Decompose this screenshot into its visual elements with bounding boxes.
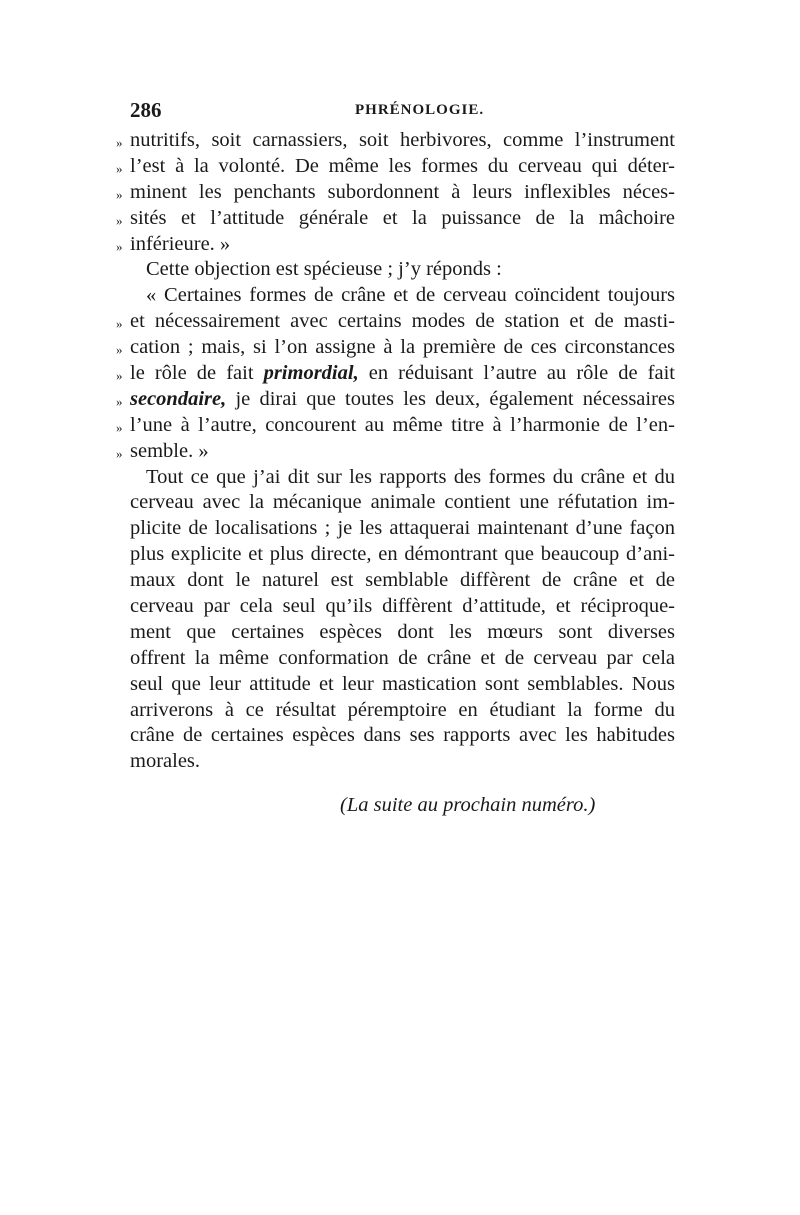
quote-mark: » xyxy=(116,135,123,150)
page-number: 286 xyxy=(130,98,162,122)
text-line: » secondaire, je dirai que toutes les deux, également nécessaires xyxy=(130,387,675,413)
text-line: seul que leur attitude et leur mastication sont semblables. Nous xyxy=(130,672,675,695)
quote-mark: » xyxy=(116,419,123,435)
running-head xyxy=(130,98,670,126)
text-line: plus explicite et plus directe, en démontrant que beaucoup d’ani- xyxy=(130,543,675,566)
text-line: » inférieure. » xyxy=(130,232,675,258)
text-line: » nutritifs, soit carnassiers, soit herbivores, comme l’instrument xyxy=(130,128,675,154)
text-line: » minent les penchants subordonnent à leurs inflexibles néces- xyxy=(130,180,675,206)
text-line: » l’est à la volonté. De même les formes du cerveau qui déter- xyxy=(130,154,675,180)
text-line: » sités et l’attitude générale et la puissance de la mâchoire xyxy=(130,206,675,232)
text-line: crâne de certaines espèces dans ses rapports avec les habitudes xyxy=(130,724,675,747)
quote-mark: » xyxy=(116,316,123,332)
quote-mark: » xyxy=(116,393,123,409)
quote-mark: » xyxy=(116,186,123,202)
text-line: » cation ; mais, si l’on assigne à la première de ces circonstances xyxy=(130,335,675,361)
text-line: ment que certaines espèces dont les mœurs sont diverses xyxy=(130,620,675,643)
text-line: » semble. » xyxy=(130,439,675,465)
quote-mark: » xyxy=(116,342,123,358)
text-line: offrent la même conformation de crâne et de cerveau par cela xyxy=(130,646,675,669)
running-title: PHRÉNOLOGIE. xyxy=(355,102,485,118)
text-line: cerveau avec la mécanique animale contient une réfutation im- xyxy=(130,491,675,514)
quote-mark: » xyxy=(116,238,123,254)
text-line: « Certaines formes de crâne et de cerveau coïncident toujours xyxy=(146,284,675,307)
text-line: maux dont le naturel est semblable diffèrent de crâne et de xyxy=(130,569,675,592)
text-line: cerveau par cela seul qu’ils diffèrent d’attitude, et réciproque- xyxy=(130,595,675,618)
text-line: Tout ce que j’ai dit sur les rapports des formes du crâne et du xyxy=(146,465,675,488)
text-line: morales. xyxy=(130,750,201,773)
quote-mark: » xyxy=(116,212,123,228)
emphasis: primordial, xyxy=(263,362,359,385)
continuation-note: (La suite au prochain numéro.) xyxy=(340,794,596,816)
emphasis: secondaire, xyxy=(130,387,227,410)
text-line: Cette objection est spécieuse ; j’y réponds : xyxy=(146,258,502,281)
quote-mark: » xyxy=(116,368,123,384)
text-line: » et nécessairement avec certains modes de station et de masti- xyxy=(130,309,675,335)
body-text xyxy=(116,128,675,775)
text-line: » l’une à l’autre, concourent au même titre à l’harmonie de l’en- xyxy=(130,413,675,439)
text-line: arriverons à ce résultat péremptoire en étudiant la forme du xyxy=(130,698,675,721)
quote-mark: » xyxy=(116,445,123,461)
text-line: » le rôle de fait primordial, en réduisant l’autre au rôle de fait xyxy=(130,361,675,387)
text-line: plicite de localisations ; je les attaquerai maintenant d’une façon xyxy=(130,517,675,540)
quote-mark: » xyxy=(116,160,123,176)
